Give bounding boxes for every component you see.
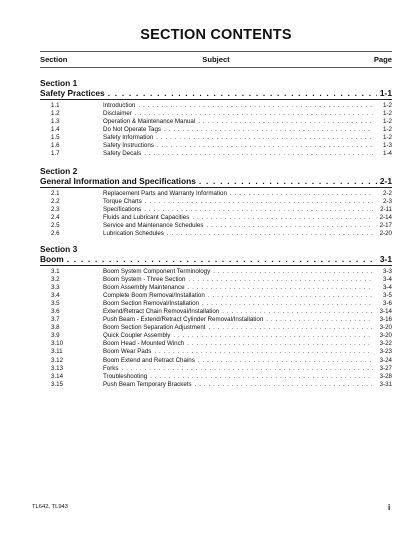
entry-page: 3-5	[383, 291, 392, 299]
toc-entry[interactable]	[40, 324, 392, 332]
toc-entry[interactable]	[40, 373, 392, 381]
entry-title: Boom Section Separation Adjustment	[103, 324, 206, 332]
footer-page-number: i	[388, 503, 391, 512]
entry-title: Forks	[103, 364, 119, 372]
toc-entry[interactable]	[40, 316, 392, 324]
toc-entry[interactable]	[40, 308, 392, 316]
header-bottom-rule	[40, 67, 392, 68]
entry-number: 1.2	[51, 109, 60, 117]
dot-leader	[208, 292, 373, 300]
entry-page: 3-16	[379, 316, 392, 324]
entry-number: 1.3	[51, 117, 60, 125]
entry-number: 3.9	[51, 332, 60, 340]
toc-entry[interactable]	[40, 214, 392, 222]
entry-title: Boom Head - Mounted Winch	[103, 340, 185, 348]
entry-title: Fluids and Lubricant Capacities	[103, 213, 190, 221]
entry-title: Boom Section Removal/Installation	[103, 299, 199, 307]
entry-page: 2-14	[379, 213, 392, 221]
toc-entry[interactable]	[40, 198, 392, 206]
dot-leader	[154, 348, 373, 356]
section-number: Section 1	[40, 78, 78, 88]
entry-page: 1-2	[383, 125, 392, 133]
toc-entry[interactable]	[40, 381, 392, 389]
entry-page: 3-4	[383, 275, 392, 283]
section-2	[40, 166, 392, 238]
entry-title: Boom Extend and Retract Chains	[103, 356, 195, 364]
section-rule	[40, 187, 392, 188]
dot-leader	[145, 198, 373, 206]
entry-page: 1-3	[383, 141, 392, 149]
toc-entry[interactable]	[40, 126, 392, 134]
entry-title: Troubleshooting	[103, 372, 148, 380]
toc-entry[interactable]	[40, 142, 392, 150]
dot-leader	[156, 134, 373, 142]
entry-title: Specifications	[103, 205, 142, 213]
entry-number: 3.1	[51, 267, 60, 275]
section-rule	[40, 99, 392, 100]
section-rule	[40, 265, 392, 266]
section-title-row[interactable]	[40, 254, 392, 264]
entry-number: 2.6	[51, 229, 60, 237]
toc-entry[interactable]	[40, 222, 392, 230]
dot-leader	[206, 222, 373, 230]
entry-number: 1.7	[51, 150, 60, 158]
entry-page: 1-2	[383, 117, 392, 125]
entry-title: Extend/Retract Chain Removal/Installation	[103, 307, 220, 315]
toc-entry[interactable]	[40, 276, 392, 284]
entry-title: Complete Boom Removal/Installation	[103, 291, 205, 299]
entry-title: Replacement Parts and Warranty Information	[103, 189, 227, 197]
section-1	[40, 78, 392, 158]
entry-title: Boom Wear Pads	[103, 348, 152, 356]
entry-page: 3-24	[379, 356, 392, 364]
entry-page: 2-11	[380, 205, 392, 213]
entry-number: 3.10	[51, 340, 64, 348]
entry-number: 3.12	[51, 356, 64, 364]
entry-number: 3.2	[51, 275, 60, 283]
section-items	[40, 190, 392, 239]
dot-leader	[157, 142, 373, 150]
entry-number: 3.14	[51, 372, 64, 380]
entry-title: Torque Charts	[103, 197, 142, 205]
dot-leader	[188, 276, 373, 284]
dot-leader	[198, 118, 373, 126]
toc-entry[interactable]	[40, 340, 392, 348]
toc-entry[interactable]	[40, 300, 392, 308]
dot-leader	[266, 316, 373, 324]
entry-page: 1-2	[383, 101, 392, 109]
toc-entry[interactable]	[40, 110, 392, 118]
entry-title: Service and Maintenance Schedules	[103, 221, 204, 229]
page-title: SECTION CONTENTS	[140, 27, 292, 43]
entry-page: 3-31	[379, 380, 392, 388]
entry-title: Boom System Component Terminology	[103, 267, 211, 275]
entry-title: Boom System - Three Section	[103, 275, 186, 283]
dot-leader	[202, 300, 373, 308]
toc-entry[interactable]	[40, 118, 392, 126]
toc-entry[interactable]	[40, 150, 392, 158]
entry-number: 3.6	[51, 307, 60, 315]
dot-leader	[192, 214, 373, 222]
entry-page: 3-20	[379, 332, 392, 340]
section-number: Section 3	[40, 244, 78, 254]
section-page: 3-1	[379, 254, 392, 264]
dot-leader	[135, 110, 373, 118]
entry-number: 3.4	[51, 291, 60, 299]
footer-model: TL642, TL943	[32, 504, 68, 510]
entry-title: Boom Assembly Maintenance	[103, 283, 185, 291]
entry-page: 2-17	[379, 221, 392, 229]
section-page: 2-1	[379, 176, 392, 186]
dot-leader	[198, 357, 373, 365]
entry-title: Do Not Operate Tags	[103, 125, 162, 133]
dot-leader	[222, 308, 373, 316]
entry-page: 3-20	[379, 324, 392, 332]
entry-number: 3.13	[51, 364, 64, 372]
toc-entry[interactable]	[40, 206, 392, 214]
section-title-row[interactable]	[40, 88, 392, 98]
column-header-subject: Subject	[202, 55, 230, 64]
entry-number: 2.5	[51, 221, 60, 229]
entry-page: 3-4	[383, 283, 392, 291]
entry-title: Push Beam Temporary Brackets	[103, 380, 192, 388]
dot-leader	[164, 126, 373, 134]
entry-page: 2-3	[383, 197, 392, 205]
toc-entry[interactable]	[40, 134, 392, 142]
section-title-row[interactable]	[40, 176, 392, 186]
toc-entry[interactable]	[40, 102, 392, 110]
dot-leader	[199, 176, 377, 186]
section-page: 1-1	[379, 88, 392, 98]
column-header-page: Page	[373, 55, 392, 64]
dot-leader	[230, 190, 373, 198]
dot-leader	[67, 254, 377, 264]
dot-leader	[108, 88, 377, 98]
column-header-row	[40, 55, 392, 65]
entry-page: 3-22	[379, 340, 392, 348]
entry-number: 2.3	[51, 205, 60, 213]
toc-entry[interactable]	[40, 365, 392, 373]
entry-page: 2-2	[383, 189, 392, 197]
dot-leader	[167, 230, 373, 238]
entry-page: 3-6	[383, 299, 392, 307]
dot-leader	[209, 324, 374, 332]
dot-leader	[188, 284, 373, 292]
entry-title: Safety Information	[103, 133, 154, 141]
entry-page: 3-23	[379, 348, 392, 356]
dot-leader	[144, 150, 373, 158]
entry-page: 3-3	[383, 267, 392, 275]
dot-leader	[195, 381, 373, 389]
entry-number: 3.7	[51, 316, 60, 324]
toc-entry[interactable]	[40, 292, 392, 300]
entry-number: 1.6	[51, 141, 60, 149]
entry-title: Operation & Maintenance Manual	[103, 117, 196, 125]
toc-entry[interactable]	[40, 268, 392, 276]
entry-number: 1.5	[51, 133, 60, 141]
entry-number: 3.5	[51, 299, 60, 307]
entry-title: Introduction	[103, 101, 136, 109]
dot-leader	[187, 340, 373, 348]
entry-page: 1-2	[383, 133, 392, 141]
entry-page: 1-2	[383, 109, 392, 117]
toc-entry[interactable]	[40, 284, 392, 292]
entry-number: 3.8	[51, 324, 60, 332]
header-top-rule	[40, 51, 392, 52]
entry-number: 1.4	[51, 125, 60, 133]
section-number: Section 2	[40, 166, 78, 176]
entry-page: 2-20	[379, 229, 392, 237]
dot-leader	[173, 332, 373, 340]
toc-entry[interactable]	[40, 357, 392, 365]
dot-leader	[138, 102, 373, 110]
section-title: General Information and Specifications	[40, 176, 196, 186]
entry-number: 1.1	[51, 101, 60, 109]
section-title: Safety Practices	[40, 88, 105, 98]
toc-entry[interactable]	[40, 348, 392, 356]
entry-title: Lubrication Schedules	[103, 229, 164, 237]
toc-entry[interactable]	[40, 332, 392, 340]
entry-page: 3-28	[379, 372, 392, 380]
dot-leader	[144, 206, 373, 214]
column-header-section: Section	[40, 55, 68, 64]
dot-leader	[150, 373, 373, 381]
entry-number: 3.15	[51, 380, 64, 388]
entry-number: 2.4	[51, 213, 60, 221]
entry-number: 3.11	[51, 348, 63, 356]
section-title: Boom	[40, 254, 64, 264]
entry-title: Disclaimer	[103, 109, 132, 117]
entry-number: 3.3	[51, 283, 60, 291]
section-items	[40, 102, 392, 159]
entry-title: Safety Instructions	[103, 141, 154, 149]
entry-number: 2.2	[51, 197, 60, 205]
entry-title: Push Beam - Extend/Retract Cylinder Removal/Installation	[103, 316, 264, 324]
entry-page: 1-4	[383, 150, 392, 158]
section-items	[40, 268, 392, 389]
entry-title: Safety Decals	[103, 150, 142, 158]
entry-page: 3-14	[379, 307, 392, 315]
dot-leader	[121, 365, 373, 373]
dot-leader	[213, 268, 373, 276]
entry-page: 3-27	[379, 364, 392, 372]
section-3	[40, 244, 392, 389]
toc-entry[interactable]	[40, 190, 392, 198]
toc-entry[interactable]	[40, 230, 392, 238]
entry-title: Quick Coupler Assembly	[103, 332, 171, 340]
entry-number: 2.1	[51, 189, 60, 197]
